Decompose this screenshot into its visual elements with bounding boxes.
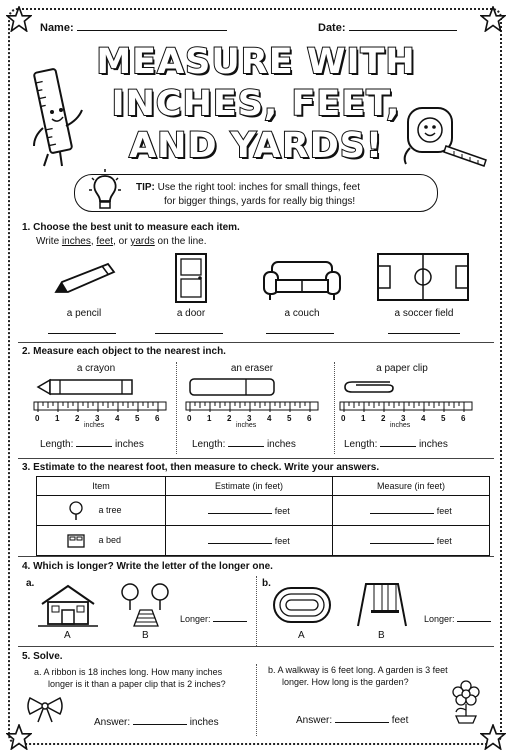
track-icon xyxy=(272,584,332,626)
ruler-number: 4 xyxy=(267,414,272,423)
ruler-number: 1 xyxy=(361,414,366,423)
q5-heading: 5. Solve. xyxy=(22,651,63,662)
ruler-number: 3 xyxy=(95,414,100,423)
ruler-number: 2 xyxy=(75,414,80,423)
column-header: Item xyxy=(37,477,166,496)
q2-object-label: a crayon xyxy=(76,363,116,374)
swing-set-icon xyxy=(352,580,412,628)
column-divider xyxy=(256,576,257,646)
ruler xyxy=(184,400,320,438)
ruler-number: 4 xyxy=(421,414,426,423)
name-field[interactable] xyxy=(40,22,227,34)
q1-item-label: a soccer field xyxy=(394,308,454,319)
option-a-label: A xyxy=(298,630,305,641)
ruler-unit-label: inches xyxy=(84,422,105,429)
item-cell: a tree xyxy=(37,496,166,526)
q5a-answer[interactable]: Answer: inches xyxy=(94,717,219,728)
answer-line[interactable] xyxy=(48,333,116,334)
column-divider xyxy=(256,664,257,736)
q1-item-label: a door xyxy=(176,308,206,319)
q1-item-label: a couch xyxy=(284,308,320,319)
ruler-number: 4 xyxy=(115,414,120,423)
table-row xyxy=(37,496,490,526)
ruler xyxy=(32,400,168,438)
column-divider xyxy=(334,362,335,454)
ruler-number: 0 xyxy=(35,414,40,423)
ruler-unit-label: inches xyxy=(236,422,257,429)
column-divider xyxy=(176,362,177,454)
section-divider xyxy=(18,556,494,557)
name-line[interactable] xyxy=(77,30,227,31)
ruler-number: 1 xyxy=(55,414,60,423)
ruler xyxy=(338,400,474,438)
answer-line[interactable] xyxy=(266,333,334,334)
q5b-answer[interactable]: Answer: feet xyxy=(296,715,409,726)
q5a-question: a. A ribbon is 18 inches long. How many inches longer is it than a paper clip that is 2 inches? xyxy=(34,667,226,689)
star-icon xyxy=(480,6,506,32)
ruler-number: 3 xyxy=(401,414,406,423)
flower-icon xyxy=(448,680,484,724)
date-line[interactable] xyxy=(349,30,457,31)
q2-object-label: a paper clip xyxy=(376,363,428,374)
ruler-unit-label: inches xyxy=(390,422,411,429)
date-field[interactable] xyxy=(318,22,457,34)
measure-cell[interactable]: feet xyxy=(333,526,490,556)
ruler-number: 5 xyxy=(287,414,292,423)
estimate-cell[interactable]: feet xyxy=(166,526,333,556)
title-line-2: INCHES, FEET, xyxy=(111,84,401,124)
star-icon xyxy=(480,724,506,750)
pencil-icon xyxy=(50,262,120,298)
ruler-number: 3 xyxy=(247,414,252,423)
date-label: Date: xyxy=(318,22,346,34)
section-divider xyxy=(18,646,494,647)
section-divider xyxy=(18,458,494,459)
crayon-icon xyxy=(36,376,136,398)
ruler-number: 6 xyxy=(461,414,466,423)
star-icon xyxy=(6,724,32,750)
soccer-field-icon xyxy=(376,252,470,302)
length-answer[interactable]: Length: inches xyxy=(192,439,296,450)
option-b-label: B xyxy=(142,630,149,641)
door-icon xyxy=(173,252,209,304)
tip-line-1: Use the right tool: inches for small things, feet xyxy=(157,182,360,193)
house-path-icon xyxy=(36,582,100,628)
longer-answer[interactable]: Longer: xyxy=(424,614,491,624)
length-answer[interactable]: Length: inches xyxy=(344,439,448,450)
item-cell: a bed xyxy=(37,526,166,556)
title-line-1: MEASURE WITH xyxy=(96,42,416,82)
paper-clip-icon xyxy=(342,376,398,398)
ruler-number: 5 xyxy=(135,414,140,423)
column-header: Measure (in feet) xyxy=(333,477,490,496)
answer-line[interactable] xyxy=(388,333,460,334)
q1-item-label: a pencil xyxy=(66,308,102,319)
title-line-3: AND YARDS! xyxy=(129,126,383,166)
longer-answer[interactable]: Longer: xyxy=(180,614,247,624)
tip-line-2: for bigger things, yards for really big things! xyxy=(164,196,356,207)
ruler-number: 2 xyxy=(381,414,386,423)
estimate-table xyxy=(36,476,490,556)
q5b-question: b. A walkway is 6 feet long. A garden is 3 feet longer. How long is the garden? xyxy=(268,665,448,687)
q1-instruction: Write inches, feet, or yards on the line. xyxy=(36,236,207,247)
tree-icon xyxy=(66,501,86,521)
ruler-number: 5 xyxy=(441,414,446,423)
length-answer[interactable]: Length: inches xyxy=(40,439,144,450)
estimate-cell[interactable]: feet xyxy=(166,496,333,526)
option-b-label: B xyxy=(378,630,385,641)
answer-line[interactable] xyxy=(155,333,223,334)
measure-cell[interactable]: feet xyxy=(333,496,490,526)
couch-icon xyxy=(262,258,342,302)
column-header: Estimate (in feet) xyxy=(166,477,333,496)
section-divider xyxy=(18,342,494,343)
star-icon xyxy=(6,6,32,32)
tip-label: TIP: xyxy=(136,182,155,193)
ruler-number: 6 xyxy=(155,414,160,423)
bed-icon xyxy=(66,531,86,551)
part-a-label: a. xyxy=(26,578,35,589)
eraser-icon xyxy=(188,376,276,398)
q2-object-label: an eraser xyxy=(230,363,274,374)
ruler-number: 0 xyxy=(341,414,346,423)
table-header-row xyxy=(37,477,490,496)
part-b-label: b. xyxy=(262,578,271,589)
ruler-number: 2 xyxy=(227,414,232,423)
ruler-number: 0 xyxy=(187,414,192,423)
ribbon-bow-icon xyxy=(26,696,64,724)
table-row xyxy=(37,526,490,556)
trees-path-icon xyxy=(118,580,174,628)
tip-text xyxy=(136,181,360,209)
ruler-number: 1 xyxy=(207,414,212,423)
q4-heading: 4. Which is longer? Write the letter of the longer one. xyxy=(22,561,273,572)
q2-heading: 2. Measure each object to the nearest inch. xyxy=(22,346,226,357)
q3-heading: 3. Estimate to the nearest foot, then measure to check. Write your answers. xyxy=(22,462,380,473)
name-label: Name: xyxy=(40,22,74,34)
option-a-label: A xyxy=(64,630,71,641)
ruler-number: 6 xyxy=(307,414,312,423)
q1-heading: 1. Choose the best unit to measure each item. xyxy=(22,222,240,233)
